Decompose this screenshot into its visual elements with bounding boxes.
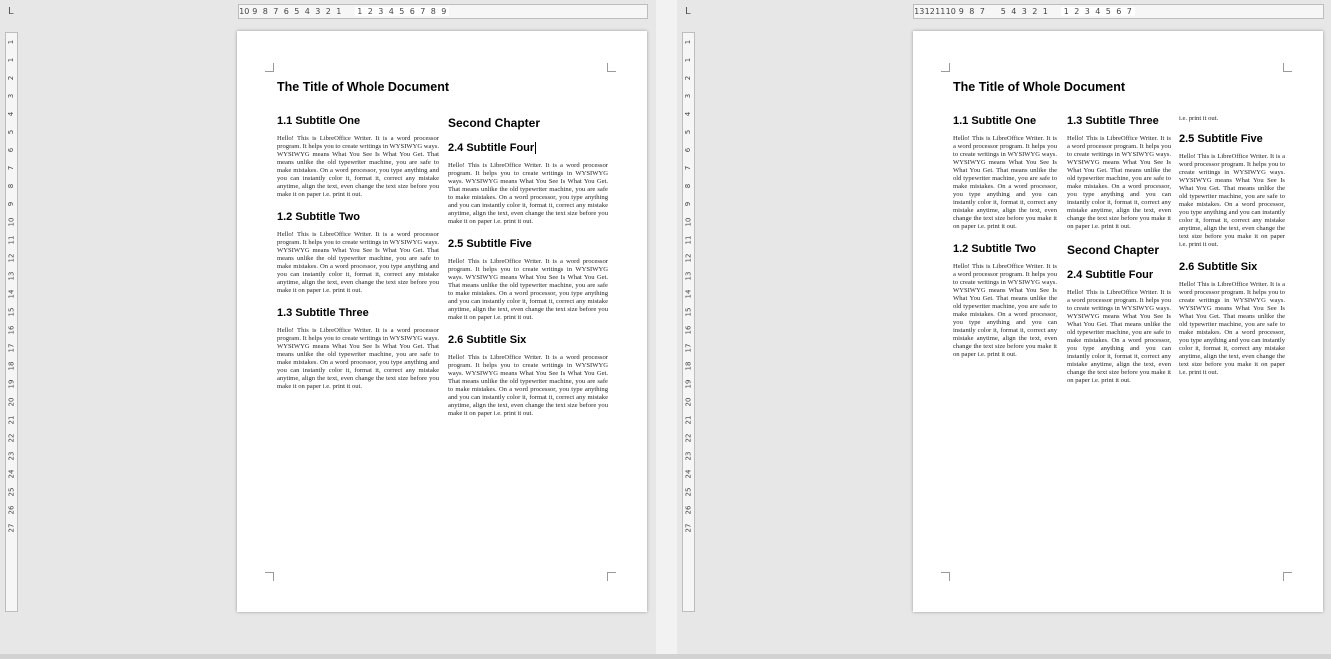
ruler-tick: 5 <box>294 7 300 16</box>
document-title[interactable]: The Title of Whole Document <box>277 80 449 94</box>
ruler-tick: 5 <box>684 129 693 135</box>
text-column-2[interactable] <box>1067 115 1171 397</box>
ruler-tick: 1 <box>7 57 16 63</box>
ruler-tick: 1 <box>1061 7 1072 16</box>
ruler-tick: 5 <box>7 129 16 135</box>
crop-mark <box>607 572 616 581</box>
ruler-tick: 9 <box>7 201 16 207</box>
ruler-tick: 13 <box>914 7 925 16</box>
ruler-tick: 9 <box>252 7 258 16</box>
body-paragraph[interactable]: Hello! This is LibreOffice Writer. It is a word processor program. It helps you to create writings in WYSIWYG ways. WYSIWYG means What You See Is What You Get. That means unlike the old typewriter machine, you are safe to make mistakes. On a word processor, you type anything and you can instantly color it, format it, correct any mistake anytime, align the text, even change the text size before you make it on paper i.e. print it out. <box>953 135 1057 230</box>
heading-subtitle-six[interactable]: 2.6 Subtitle Six <box>1179 261 1258 273</box>
ruler-tick: 27 <box>7 523 16 533</box>
ruler-tick: 10 <box>239 7 250 16</box>
heading-second-chapter[interactable]: Second Chapter <box>1067 243 1160 257</box>
ruler-tick: 5 <box>1000 7 1006 16</box>
crop-mark <box>1283 63 1292 72</box>
ruler-tick: 2 <box>1032 7 1038 16</box>
body-paragraph[interactable]: Hello! This is LibreOffice Writer. It is a word processor program. It helps you to create writings in WYSIWYG ways. WYSIWYG means What You See Is What You Get. That means unlike the old typewriter machine, you are safe to make mistakes. On a word processor, you type anything and you can instantly color it, format it, correct any mistake anytime, align the text, even change the text size before you make it on paper i.e. print it out. <box>1179 153 1285 248</box>
ruler-tick: 17 <box>684 343 693 353</box>
ruler-tick: 10 <box>945 7 956 16</box>
ruler-tick: 19 <box>684 379 693 389</box>
body-paragraph[interactable]: Hello! This is LibreOffice Writer. It is a word processor program. It helps you to create writings in WYSIWYG ways. WYSIWYG means What You See Is What You Get. That means unlike the old typewriter machine, you are safe to make mistakes. On a word processor, you type anything and you can instantly color it, format it, correct any mistake anytime, align the text, even change the text size before you make it on paper i.e. print it out. <box>1067 289 1171 384</box>
ruler-tick: 8 <box>969 7 975 16</box>
pane-divider <box>656 0 677 659</box>
ruler-tick: 18 <box>684 361 693 371</box>
body-paragraph[interactable]: Hello! This is LibreOffice Writer. It is a word processor program. It helps you to create writings in WYSIWYG ways. WYSIWYG means What You See Is What You Get. That means unlike the old typewriter machine, you are safe to make mistakes. On a word processor, you type anything and you can instantly color it, format it, correct any mistake anytime, align the text, even change the text size before you make it on paper i.e. print it out. <box>1179 281 1285 376</box>
ruler-tick: 20 <box>684 397 693 407</box>
text-column-1[interactable] <box>953 115 1057 371</box>
ruler-tick: 1 <box>336 7 342 16</box>
body-paragraph[interactable]: Hello! This is LibreOffice Writer. It is a word processor program. It helps you to create writings in WYSIWYG ways. WYSIWYG means What You See Is What You Get. That means unlike the old typewriter machine, you are safe to make mistakes. On a word processor, you type anything and you can instantly color it, format it, correct any mistake anytime, align the text, even change the text size before you make it on paper i.e. print it out. <box>277 231 439 294</box>
ruler-tick: 2 <box>7 75 16 81</box>
ruler-tick: 13 <box>684 271 693 281</box>
ruler-tick: 4 <box>304 7 310 16</box>
ruler-tick: 8 <box>7 183 16 189</box>
ruler-tick: 23 <box>7 451 16 461</box>
heading-subtitle-four[interactable]: 2.4 Subtitle Four <box>1067 269 1154 281</box>
heading-subtitle-one[interactable]: 1.1 Subtitle One <box>953 115 1037 127</box>
body-paragraph[interactable]: Hello! This is LibreOffice Writer. It is a word processor program. It helps you to create writings in WYSIWYG ways. WYSIWYG means What You See Is What You Get. That means unlike the old typewriter machine, you are safe to make mistakes. On a word processor, you type anything and you can instantly color it, format it, correct any mistake anytime, align the text, even change the text size before you make it on paper i.e. print it out. <box>1067 135 1171 230</box>
text-column-1[interactable] <box>277 115 439 403</box>
heading-second-chapter[interactable]: Second Chapter <box>448 116 541 130</box>
ruler-tick: 4 <box>7 111 16 117</box>
ruler-tick: 19 <box>7 379 16 389</box>
text-column-2[interactable] <box>448 116 608 430</box>
ruler-tick: 9 <box>958 7 964 16</box>
ruler-tick: 17 <box>7 343 16 353</box>
vertical-ruler[interactable] <box>682 32 695 612</box>
ruler-tick: 3 <box>684 93 693 99</box>
ruler-tick: 16 <box>684 325 693 335</box>
crop-mark <box>941 63 950 72</box>
heading-subtitle-three[interactable]: 1.3 Subtitle Three <box>277 307 369 319</box>
ruler-tick: 12 <box>7 253 16 263</box>
overflow-paragraph[interactable]: i.e. print it out. <box>1179 115 1219 122</box>
ruler-tick: 14 <box>684 289 693 299</box>
ruler-tick: 16 <box>7 325 16 335</box>
left-document-view <box>0 0 656 659</box>
ruler-tick: 5 <box>397 7 408 16</box>
ruler-tick: 15 <box>684 307 693 317</box>
ruler-tick: 9 <box>439 7 450 16</box>
text-column-3[interactable] <box>1179 115 1285 389</box>
ruler-tick: 7 <box>1124 7 1135 16</box>
ruler-tick: 25 <box>7 487 16 497</box>
ruler-tick: 26 <box>684 505 693 515</box>
ruler-tick: 1 <box>684 57 693 63</box>
ruler-tick: 6 <box>1114 7 1125 16</box>
ruler-tick: 3 <box>315 7 321 16</box>
crop-mark <box>265 63 274 72</box>
right-document-view <box>677 0 1331 659</box>
ruler-tick: 8 <box>684 183 693 189</box>
document-page[interactable] <box>237 31 647 612</box>
ruler-tick: 27 <box>684 523 693 533</box>
ruler-tick: 4 <box>1011 7 1017 16</box>
ruler-tick: 7 <box>979 7 985 16</box>
ruler-tick: 3 <box>1021 7 1027 16</box>
horizontal-ruler[interactable] <box>913 4 1324 19</box>
ruler-tick: 3 <box>1082 7 1093 16</box>
body-paragraph[interactable]: Hello! This is LibreOffice Writer. It is a word processor program. It helps you to create writings in WYSIWYG ways. WYSIWYG means What You See Is What You Get. That means unlike the old typewriter machine, you are safe to make mistakes. On a word processor, you type anything and you can instantly color it, format it, correct any mistake anytime, align the text, even change the text size before you make it on paper i.e. print it out. <box>448 162 608 226</box>
heading-subtitle-six[interactable]: 2.6 Subtitle Six <box>448 334 527 347</box>
ruler-tick: 7 <box>684 165 693 171</box>
ruler-tick: 7 <box>273 7 279 16</box>
ruler-tick: 6 <box>283 7 289 16</box>
ruler-tick: 9 <box>684 201 693 207</box>
ruler-tick: 25 <box>684 487 693 497</box>
crop-mark <box>1283 572 1292 581</box>
body-paragraph[interactable]: Hello! This is LibreOffice Writer. It is a word processor program. It helps you to create writings in WYSIWYG ways. WYSIWYG means What You See Is What You Get. That means unlike the old typewriter machine, you are safe to make mistakes. On a word processor, you type anything and you can instantly color it, format it, correct any mistake anytime, align the text, even change the text size before you make it on paper i.e. print it out. <box>448 354 608 418</box>
heading-subtitle-two[interactable]: 1.2 Subtitle Two <box>953 243 1036 255</box>
ruler-tick: 7 <box>7 165 16 171</box>
ruler-tick: 14 <box>7 289 16 299</box>
body-paragraph[interactable]: Hello! This is LibreOffice Writer. It is a word processor program. It helps you to create writings in WYSIWYG ways. WYSIWYG means What You See Is What You Get. That means unlike the old typewriter machine, you are safe to make mistakes. On a word processor, you type anything and you can instantly color it, format it, correct any mistake anytime, align the text, even change the text size before you make it on paper i.e. print it out. <box>277 327 439 390</box>
ruler-tick: 23 <box>684 451 693 461</box>
ruler-tick: 26 <box>7 505 16 515</box>
heading-subtitle-five[interactable]: 2.5 Subtitle Five <box>1179 133 1263 145</box>
ruler-tick: 21 <box>7 415 16 425</box>
ruler-tick: 1 <box>7 39 16 45</box>
ruler-tick: 24 <box>684 469 693 479</box>
ruler-tick: 6 <box>407 7 418 16</box>
crop-mark <box>607 63 616 72</box>
ruler-tick: 11 <box>7 235 16 245</box>
ruler-tick: 2 <box>325 7 331 16</box>
ruler-tick: 15 <box>7 307 16 317</box>
ruler-tick: 4 <box>1093 7 1104 16</box>
status-bar-edge <box>0 654 1331 659</box>
ruler-tick: 2 <box>365 7 376 16</box>
heading-subtitle-three[interactable]: 1.3 Subtitle Three <box>1067 115 1159 127</box>
heading-subtitle-five[interactable]: 2.5 Subtitle Five <box>448 238 532 251</box>
ruler-tick: 7 <box>418 7 429 16</box>
ruler-tick: 13 <box>7 271 16 281</box>
ruler-tick: 22 <box>7 433 16 443</box>
ruler-tick: 6 <box>7 147 16 153</box>
body-paragraph[interactable]: Hello! This is LibreOffice Writer. It is a word processor program. It helps you to create writings in WYSIWYG ways. WYSIWYG means What You See Is What You Get. That means unlike the old typewriter machine, you are safe to make mistakes. On a word processor, you type anything and you can instantly color it, format it, correct any mistake anytime, align the text, even change the text size before you make it on paper i.e. print it out. <box>953 263 1057 358</box>
ruler-tick: 11 <box>935 7 946 16</box>
vertical-ruler[interactable] <box>5 32 18 612</box>
heading-subtitle-four[interactable]: 2.4 Subtitle Four <box>448 142 608 154</box>
ruler-tick: 12 <box>684 253 693 263</box>
ruler-tick: 4 <box>386 7 397 16</box>
heading-subtitle-two[interactable]: 1.2 Subtitle Two <box>277 211 360 223</box>
ruler-tick: 5 <box>1103 7 1114 16</box>
ruler-tick: 21 <box>684 415 693 425</box>
ruler-tick: 1 <box>355 7 366 16</box>
ruler-tick: 6 <box>684 147 693 153</box>
ruler-tick: 2 <box>1072 7 1083 16</box>
ruler-tick: 1 <box>684 39 693 45</box>
ruler-tick: 4 <box>684 111 693 117</box>
ruler-tick: 3 <box>7 93 16 99</box>
ruler-tick: 22 <box>684 433 693 443</box>
ruler-tick: 3 <box>376 7 387 16</box>
ruler-tick: 10 <box>7 217 16 227</box>
horizontal-ruler[interactable] <box>238 4 648 19</box>
document-title[interactable]: The Title of Whole Document <box>953 80 1125 94</box>
body-paragraph[interactable]: Hello! This is LibreOffice Writer. It is a word processor program. It helps you to create writings in WYSIWYG ways. WYSIWYG means What You See Is What You Get. That means unlike the old typewriter machine, you are safe to make mistakes. On a word processor, you type anything and you can instantly color it, format it, correct any mistake anytime, align the text, even change the text size before you make it on paper i.e. print it out. <box>277 135 439 198</box>
tab-stop-selector[interactable]: L <box>685 6 691 17</box>
ruler-tick: 24 <box>7 469 16 479</box>
crop-mark <box>265 572 274 581</box>
ruler-tick: 18 <box>7 361 16 371</box>
ruler-tick: 1 <box>1042 7 1048 16</box>
ruler-tick: 2 <box>684 75 693 81</box>
ruler-tick: 8 <box>262 7 268 16</box>
ruler-tick: 12 <box>924 7 935 16</box>
ruler-tick: 20 <box>7 397 16 407</box>
tab-stop-selector[interactable]: L <box>8 6 14 17</box>
body-paragraph[interactable]: Hello! This is LibreOffice Writer. It is a word processor program. It helps you to create writings in WYSIWYG ways. WYSIWYG means What You See Is What You Get. That means unlike the old typewriter machine, you are safe to make mistakes. On a word processor, you type anything and you can instantly color it, format it, correct any mistake anytime, align the text, even change the text size before you make it on paper i.e. print it out. <box>448 258 608 322</box>
ruler-tick: 11 <box>684 235 693 245</box>
document-page[interactable] <box>913 31 1323 612</box>
heading-subtitle-one[interactable]: 1.1 Subtitle One <box>277 115 361 127</box>
crop-mark <box>941 572 950 581</box>
ruler-tick: 8 <box>428 7 439 16</box>
ruler-tick: 10 <box>684 217 693 227</box>
